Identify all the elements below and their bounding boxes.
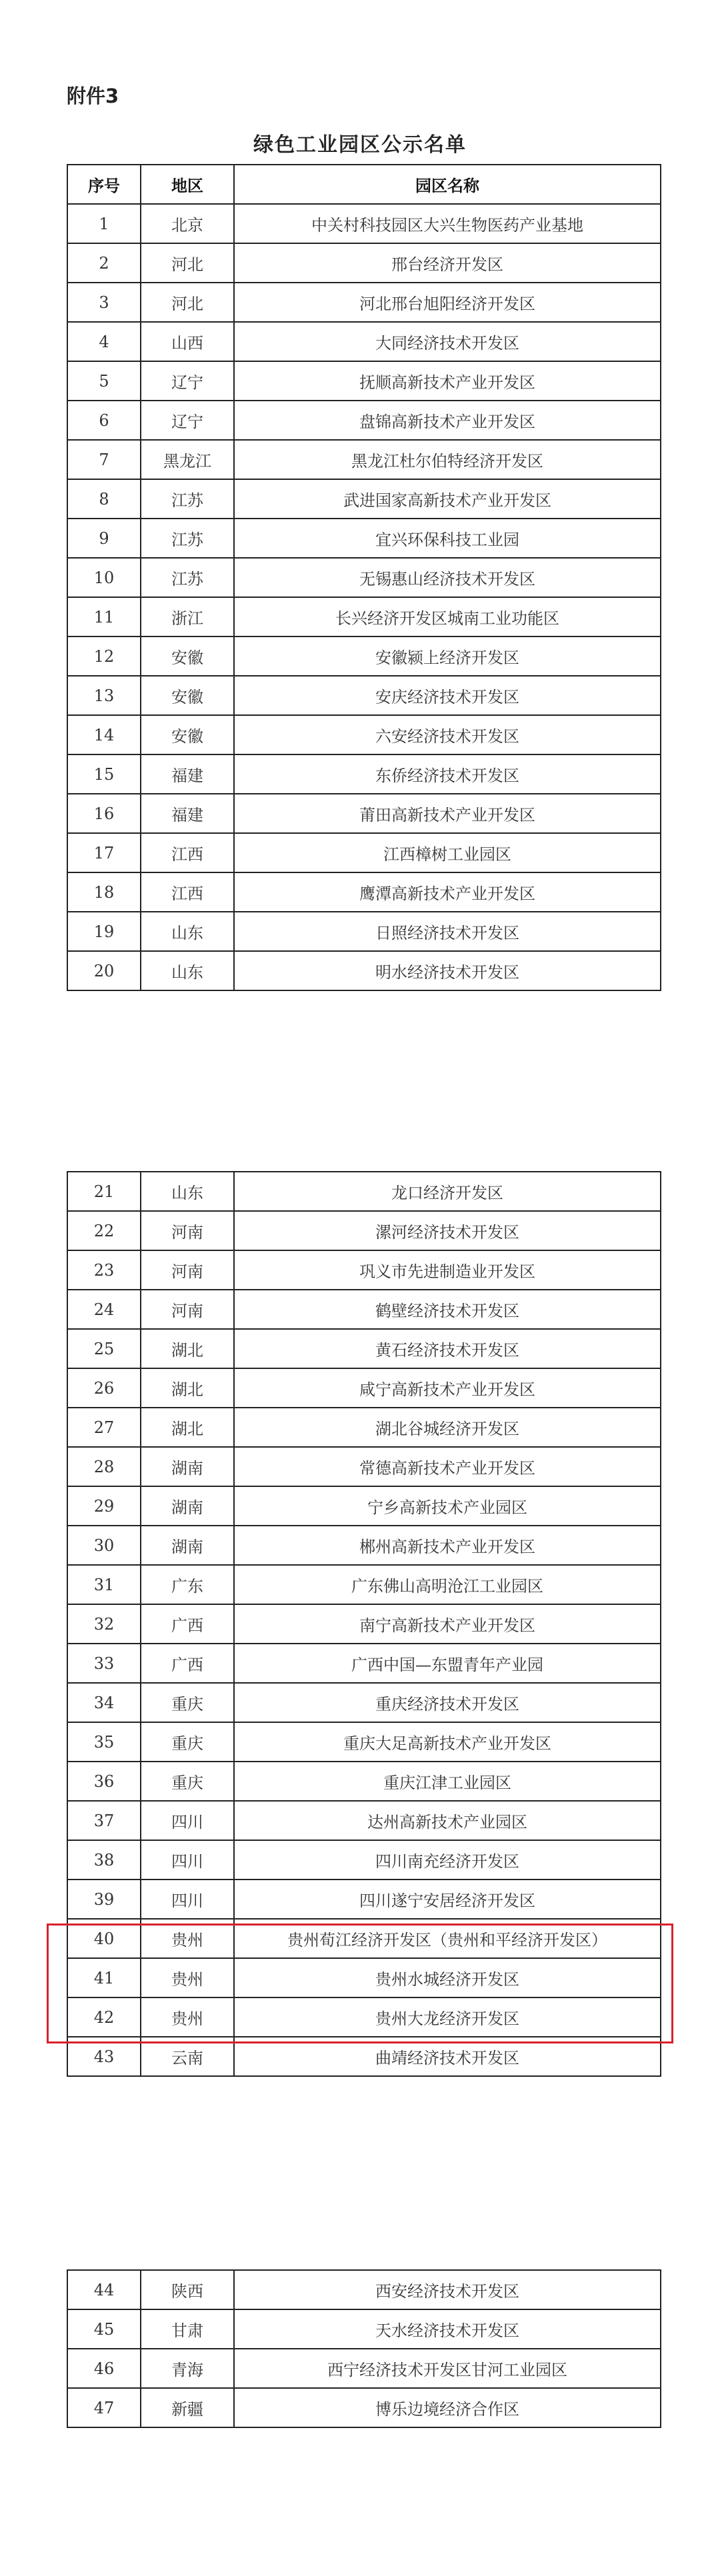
cell-park-name: 天水经济技术开发区 (234, 2309, 661, 2349)
table-row (67, 558, 661, 597)
cell-region: 湖北 (141, 1368, 234, 1408)
cell-no: 28 (67, 1447, 141, 1486)
cell-no: 43 (67, 2037, 141, 2076)
cell-region: 贵州 (141, 1919, 234, 1958)
cell-park-name: 中关村科技园区大兴生物医药产业基地 (234, 204, 661, 243)
cell-park-name: 西安经济技术开发区 (234, 2270, 661, 2309)
table-row (67, 1565, 661, 1604)
document-title: 绿色工业园区公示名单 (253, 133, 467, 157)
table-row (67, 2270, 661, 2309)
cell-no: 42 (67, 1997, 141, 2037)
table-row (67, 2309, 661, 2349)
cell-no: 2 (67, 243, 141, 283)
cell-no: 16 (67, 794, 141, 833)
cell-no: 45 (67, 2309, 141, 2349)
cell-region: 山西 (141, 322, 234, 361)
cell-region: 江西 (141, 833, 234, 872)
cell-no: 41 (67, 1958, 141, 1997)
cell-park-name: 武进国家高新技术产业开发区 (234, 479, 661, 519)
cell-no: 21 (67, 1172, 141, 1211)
cell-region: 福建 (141, 754, 234, 794)
cell-park-name: 安庆经济技术开发区 (234, 676, 661, 715)
table-row (67, 872, 661, 912)
cell-no: 4 (67, 322, 141, 361)
cell-no: 25 (67, 1329, 141, 1368)
cell-no: 34 (67, 1683, 141, 1722)
cell-no: 44 (67, 2270, 141, 2309)
table-row (67, 519, 661, 558)
table-row (67, 951, 661, 990)
cell-park-name: 东侨经济技术开发区 (234, 754, 661, 794)
cell-no: 36 (67, 1762, 141, 1801)
cell-region: 重庆 (141, 1762, 234, 1801)
cell-no: 15 (67, 754, 141, 794)
header-no: 序号 (67, 165, 141, 204)
cell-no: 19 (67, 912, 141, 951)
table-row (67, 1172, 661, 1211)
cell-no: 17 (67, 833, 141, 872)
cell-region: 广西 (141, 1644, 234, 1683)
cell-park-name: 广西中国—东盟青年产业园 (234, 1644, 661, 1683)
cell-region: 湖南 (141, 1526, 234, 1565)
cell-park-name: 曲靖经济技术开发区 (234, 2037, 661, 2076)
cell-region: 黑龙江 (141, 440, 234, 479)
cell-region: 甘肃 (141, 2309, 234, 2349)
cell-region: 河南 (141, 1290, 234, 1329)
cell-no: 22 (67, 1211, 141, 1250)
table-row (67, 1840, 661, 1880)
cell-park-name: 邢台经济开发区 (234, 243, 661, 283)
cell-no: 29 (67, 1486, 141, 1526)
cell-no: 39 (67, 1880, 141, 1919)
cell-park-name: 鹤壁经济技术开发区 (234, 1290, 661, 1329)
table-row (67, 1722, 661, 1762)
cell-park-name: 重庆江津工业园区 (234, 1762, 661, 1801)
cell-no: 31 (67, 1565, 141, 1604)
cell-region: 山东 (141, 1172, 234, 1211)
cell-region: 江苏 (141, 558, 234, 597)
table-row (67, 2388, 661, 2427)
cell-region: 湖北 (141, 1329, 234, 1368)
table-header-row (67, 165, 661, 204)
table-row (67, 1801, 661, 1840)
cell-region: 河南 (141, 1211, 234, 1250)
table-row (67, 1211, 661, 1250)
cell-park-name: 达州高新技术产业园区 (234, 1801, 661, 1840)
table-row (67, 715, 661, 754)
cell-park-name: 博乐边境经济合作区 (234, 2388, 661, 2427)
table-row (67, 1250, 661, 1290)
cell-park-name: 明水经济技术开发区 (234, 951, 661, 990)
cell-no: 30 (67, 1526, 141, 1565)
cell-region: 安徽 (141, 715, 234, 754)
cell-park-name: 贵州大龙经济开发区 (234, 1997, 661, 2037)
cell-park-name: 大同经济技术开发区 (234, 322, 661, 361)
cell-region: 山东 (141, 951, 234, 990)
cell-park-name: 六安经济技术开发区 (234, 715, 661, 754)
table-row (67, 204, 661, 243)
table-row (67, 401, 661, 440)
cell-region: 辽宁 (141, 361, 234, 401)
header-region: 地区 (141, 165, 234, 204)
cell-no: 12 (67, 637, 141, 676)
cell-no: 32 (67, 1604, 141, 1644)
table-row (67, 243, 661, 283)
table-row (67, 2349, 661, 2388)
cell-park-name: 四川南充经济开发区 (234, 1840, 661, 1880)
cell-region: 安徽 (141, 637, 234, 676)
cell-no: 33 (67, 1644, 141, 1683)
cell-park-name: 日照经济技术开发区 (234, 912, 661, 951)
cell-no: 8 (67, 479, 141, 519)
cell-no: 9 (67, 519, 141, 558)
cell-park-name: 长兴经济开发区城南工业功能区 (234, 597, 661, 637)
cell-region: 河北 (141, 283, 234, 322)
table-row (67, 1447, 661, 1486)
cell-no: 24 (67, 1290, 141, 1329)
cell-region: 新疆 (141, 2388, 234, 2427)
cell-park-name: 安徽颍上经济开发区 (234, 637, 661, 676)
cell-park-name: 重庆经济技术开发区 (234, 1683, 661, 1722)
cell-region: 陕西 (141, 2270, 234, 2309)
table-row (67, 754, 661, 794)
cell-no: 13 (67, 676, 141, 715)
cell-park-name: 重庆大足高新技术产业开发区 (234, 1722, 661, 1762)
cell-no: 5 (67, 361, 141, 401)
guizhou-highlight-box (47, 1924, 673, 2043)
cell-region: 四川 (141, 1880, 234, 1919)
table-row (67, 440, 661, 479)
cell-park-name: 郴州高新技术产业开发区 (234, 1526, 661, 1565)
cell-no: 11 (67, 597, 141, 637)
cell-region: 安徽 (141, 676, 234, 715)
table-row (67, 1408, 661, 1447)
cell-region: 江苏 (141, 479, 234, 519)
cell-park-name: 江西樟树工业园区 (234, 833, 661, 872)
cell-no: 18 (67, 872, 141, 912)
table-row (67, 1762, 661, 1801)
cell-region: 河北 (141, 243, 234, 283)
cell-region: 湖南 (141, 1447, 234, 1486)
table-row (67, 322, 661, 361)
cell-region: 湖南 (141, 1486, 234, 1526)
cell-no: 20 (67, 951, 141, 990)
cell-region: 北京 (141, 204, 234, 243)
cell-park-name: 鹰潭高新技术产业开发区 (234, 872, 661, 912)
cell-no: 26 (67, 1368, 141, 1408)
cell-no: 10 (67, 558, 141, 597)
table-row (67, 1329, 661, 1368)
cell-park-name: 贵州荀江经济开发区（贵州和平经济开发区） (234, 1919, 661, 1958)
cell-park-name: 咸宁高新技术产业开发区 (234, 1368, 661, 1408)
table-row (67, 1290, 661, 1329)
cell-region: 江西 (141, 872, 234, 912)
cell-park-name: 常德高新技术产业开发区 (234, 1447, 661, 1486)
cell-region: 重庆 (141, 1683, 234, 1722)
cell-no: 23 (67, 1250, 141, 1290)
table-row (67, 597, 661, 637)
cell-region: 辽宁 (141, 401, 234, 440)
cell-park-name: 四川遂宁安居经济开发区 (234, 1880, 661, 1919)
table-row (67, 637, 661, 676)
cell-park-name: 漯河经济技术开发区 (234, 1211, 661, 1250)
cell-region: 青海 (141, 2349, 234, 2388)
cell-no: 14 (67, 715, 141, 754)
cell-no: 27 (67, 1408, 141, 1447)
cell-no: 1 (67, 204, 141, 243)
cell-no: 40 (67, 1919, 141, 1958)
cell-no: 47 (67, 2388, 141, 2427)
park-table-part-1 (67, 164, 661, 991)
cell-region: 贵州 (141, 1997, 234, 2037)
cell-region: 江苏 (141, 519, 234, 558)
cell-region: 山东 (141, 912, 234, 951)
cell-region: 河南 (141, 1250, 234, 1290)
cell-park-name: 黄石经济技术开发区 (234, 1329, 661, 1368)
park-table-part-3 (67, 2269, 661, 2428)
cell-region: 湖北 (141, 1408, 234, 1447)
cell-park-name: 宜兴环保科技工业园 (234, 519, 661, 558)
cell-region: 四川 (141, 1801, 234, 1840)
cell-no: 7 (67, 440, 141, 479)
cell-park-name: 南宁高新技术产业开发区 (234, 1604, 661, 1644)
cell-park-name: 湖北谷城经济开发区 (234, 1408, 661, 1447)
table-row (67, 912, 661, 951)
cell-park-name: 宁乡高新技术产业园区 (234, 1486, 661, 1526)
cell-region: 浙江 (141, 597, 234, 637)
cell-no: 3 (67, 283, 141, 322)
table-row (67, 283, 661, 322)
cell-park-name: 无锡惠山经济技术开发区 (234, 558, 661, 597)
table-row (67, 1644, 661, 1683)
cell-park-name: 西宁经济技术开发区甘河工业园区 (234, 2349, 661, 2388)
cell-park-name: 广东佛山高明沧江工业园区 (234, 1565, 661, 1604)
cell-no: 46 (67, 2349, 141, 2388)
cell-no: 35 (67, 1722, 141, 1762)
cell-region: 四川 (141, 1840, 234, 1880)
header-name: 园区名称 (234, 165, 661, 204)
cell-no: 6 (67, 401, 141, 440)
cell-park-name: 龙口经济开发区 (234, 1172, 661, 1211)
cell-region: 重庆 (141, 1722, 234, 1762)
table-row (67, 1880, 661, 1919)
table-row (67, 1683, 661, 1722)
table-row (67, 794, 661, 833)
table-row (67, 676, 661, 715)
table-row (67, 1368, 661, 1408)
table-row (67, 479, 661, 519)
cell-no: 37 (67, 1801, 141, 1840)
cell-park-name: 黑龙江杜尔伯特经济开发区 (234, 440, 661, 479)
table-row (67, 1604, 661, 1644)
cell-park-name: 巩义市先进制造业开发区 (234, 1250, 661, 1290)
cell-region: 贵州 (141, 1958, 234, 1997)
table-row (67, 361, 661, 401)
table-row (67, 1486, 661, 1526)
cell-park-name: 贵州水城经济开发区 (234, 1958, 661, 1997)
cell-park-name: 莆田高新技术产业开发区 (234, 794, 661, 833)
cell-park-name: 河北邢台旭阳经济开发区 (234, 283, 661, 322)
cell-region: 广东 (141, 1565, 234, 1604)
table-row (67, 833, 661, 872)
cell-region: 福建 (141, 794, 234, 833)
table-row (67, 1526, 661, 1565)
attachment-label: 附件3 (67, 85, 119, 107)
cell-park-name: 抚顺高新技术产业开发区 (234, 361, 661, 401)
cell-no: 38 (67, 1840, 141, 1880)
cell-region: 云南 (141, 2037, 234, 2076)
cell-region: 广西 (141, 1604, 234, 1644)
cell-park-name: 盘锦高新技术产业开发区 (234, 401, 661, 440)
